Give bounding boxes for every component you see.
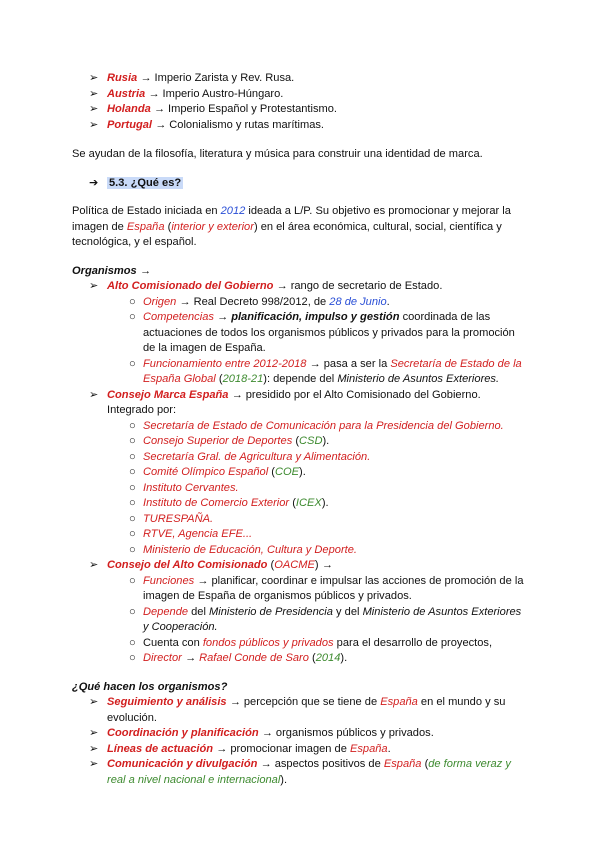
circle-bullet-icon: ○ [129, 497, 136, 509]
arrow-bullet-icon: ➢ [89, 559, 99, 571]
circle-bullet-icon: ○ [129, 544, 136, 556]
list-item: ➢ Consejo Marca España → presidido por el Alto Comisionado del Gobierno. [89, 389, 481, 401]
arrow-bullet-icon: ➢ [89, 103, 99, 115]
list-item: ➢ Alto Comisionado del Gobierno → rango de secretario de Estado. [89, 280, 443, 292]
sub-list-item: ○ TURESPAÑA. [129, 513, 214, 525]
arrow-bullet-icon: ➢ [89, 696, 99, 708]
sub-list-item: ○ Instituto de Comercio Exterior (ICEX). [129, 497, 329, 509]
paragraph-line: tecnológica, y el español. [72, 236, 197, 248]
sub-list-item: ○ Secretaría Gral. de Agricultura y Alimentación. [129, 451, 371, 463]
circle-bullet-icon: ○ [129, 637, 136, 649]
sub-list-item: ○ Consejo Superior de Deportes (CSD). [129, 435, 330, 447]
circle-bullet-icon: ○ [129, 296, 136, 308]
sub-list-line: y Cooperación. [143, 621, 218, 633]
circle-bullet-icon: ○ [129, 435, 136, 447]
circle-bullet-icon: ○ [129, 606, 136, 618]
list-item: ➢ Coordinación y planificación → organismos públicos y privados. [89, 727, 434, 739]
sub-list-item: ○ Depende del Ministerio de Presidencia y del Ministerio de Asuntos Exteriores [129, 606, 522, 618]
list-item: ➢ Consejo del Alto Comisionado (OACME) → [89, 559, 333, 571]
que-hacen-title: ¿Qué hacen los organismos? [72, 681, 228, 693]
list-item: ➢ Comunicación y divulgación → aspectos positivos de España (de forma veraz y [89, 758, 511, 770]
arrow-bullet-icon: ➢ [89, 280, 99, 292]
arrow-bullet-icon: ➢ [89, 88, 99, 100]
sub-list-item: ○ Funcionamiento entre 2012-2018 → pasa a ser la Secretaría de Estado de la [129, 358, 522, 370]
sub-list-item: ○ Competencias → planificación, impulso y gestión coordinada de las [129, 311, 491, 323]
list-item: ➢ Seguimiento y análisis → percepción que se tiene de España en el mundo y su [89, 696, 506, 708]
list-item: ➢ Portugal → Colonialismo y rutas marítimas. [89, 119, 325, 131]
arrow-bullet-icon: ➢ [89, 389, 99, 401]
sub-list-item: ○ Funciones → planificar, coordinar e impulsar las acciones de promoción de la [129, 575, 524, 587]
section-heading [89, 176, 183, 190]
sub-list-item: ○ Comité Olímpico Español (COE). [129, 466, 306, 478]
arrow-bullet-icon: ➢ [89, 758, 99, 770]
arrow-bullet-icon: ➢ [89, 119, 99, 131]
arrow-bullet-icon: ➢ [89, 727, 99, 739]
circle-bullet-icon: ○ [129, 311, 136, 323]
heading-arrow-icon: ➔ [89, 177, 99, 189]
circle-bullet-icon: ○ [129, 575, 136, 587]
sub-list-line: España Global (2018-21): depende del Ministerio de Asuntos Exteriores. [143, 373, 500, 385]
section-heading-text: 5.3. ¿Qué es? [109, 177, 182, 189]
paragraph-line: imagen de España (interior y exterior) en el área económica, cultural, social, científica y [72, 221, 502, 233]
sub-list-line: imagen de España de organismos públicos y privados. [143, 590, 412, 602]
list-item: ➢ Holanda → Imperio Español y Protestantismo. [89, 103, 337, 115]
sub-list-line: actuaciones de todos los organismos públicos y privados para la promoción [143, 327, 515, 339]
sub-list-item: ○ Ministerio de Educación, Cultura y Deporte. [129, 544, 357, 556]
list-item: ➢ Líneas de actuación → promocionar imagen de España. [89, 743, 391, 755]
sub-list-item: ○ Director → Rafael Conde de Saro (2014). [129, 652, 348, 664]
sub-list-item: ○ RTVE, Agencia EFE... [129, 528, 253, 540]
circle-bullet-icon: ○ [129, 652, 136, 664]
circle-bullet-icon: ○ [129, 513, 136, 525]
circle-bullet-icon: ○ [129, 528, 136, 540]
list-item: ➢ Austria → Imperio Austro-Húngaro. [89, 88, 284, 100]
sub-list-item: ○ Secretaría de Estado de Comunicación para la Presidencia del Gobierno. [129, 420, 504, 432]
list-item: ➢ Rusia → Imperio Zarista y Rev. Rusa. [89, 72, 295, 84]
list-line: evolución. [107, 712, 157, 724]
paragraph-line: Política de Estado iniciada en 2012 ideada a L/P. Su objetivo es promocionar y mejorar la [72, 205, 511, 217]
intro-sentence: Se ayudan de la filosofía, literatura y música para construir una identidad de marca. [72, 148, 483, 160]
circle-bullet-icon: ○ [129, 466, 136, 478]
sub-list-line: de la imagen de España. [143, 342, 266, 354]
sub-list-item: ○ Instituto Cervantes. [129, 482, 239, 494]
circle-bullet-icon: ○ [129, 451, 136, 463]
list-line: real a nivel nacional e internacional). [107, 774, 288, 786]
organismos-title: Organismos → [72, 265, 151, 277]
circle-bullet-icon: ○ [129, 420, 136, 432]
sub-list-item: ○ Origen → Real Decreto 998/2012, de 28 de Junio. [129, 296, 390, 308]
integrado-label: Integrado por: [107, 404, 177, 416]
arrow-bullet-icon: ➢ [89, 743, 99, 755]
arrow-bullet-icon: ➢ [89, 72, 99, 84]
sub-list-item: ○ Cuenta con fondos públicos y privados para el desarrollo de proyectos, [129, 637, 493, 649]
circle-bullet-icon: ○ [129, 358, 136, 370]
circle-bullet-icon: ○ [129, 482, 136, 494]
